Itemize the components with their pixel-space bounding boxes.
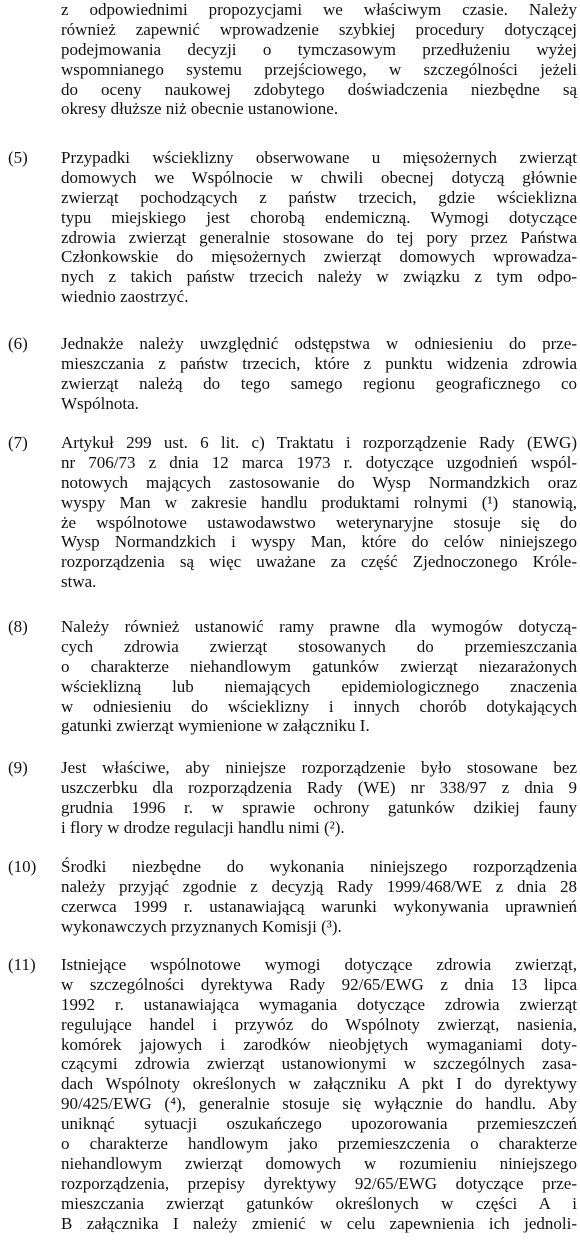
paragraph-text <box>61 857 577 937</box>
paragraph-text <box>61 433 577 592</box>
text-line: notowych mających zastosowanie do Wysp Normandzkich oraz <box>61 472 577 492</box>
text-line: Należy również ustanowić ramy prawne dla wymogów dotyczą- <box>61 617 577 636</box>
text-line: uniknąć sytuacji oszukańczego upozorowania przemieszczeń <box>61 1114 577 1134</box>
text-line: Środki niezbędne do wykonania niniejszego rozporządzenia <box>61 857 577 876</box>
text-line: w szczególności dyrektywa Rady 92/65/EWG z dnia 13 lipca <box>61 974 577 994</box>
text-line: Jest właściwe, aby niniejsze rozporządzenie było stosowane bez <box>61 758 577 777</box>
paragraph-text <box>61 758 577 838</box>
text-line: wspomnianego systemu przejściowego, w szczególności jeżeli <box>61 59 577 79</box>
text-line: i flory w drodze regulacji handlu nimi (²). <box>61 817 345 837</box>
text-line: należy przyjąć zgodnie z decyzją Rady 1999/468/WE z dnia 28 <box>61 876 577 896</box>
text-line: Jednakże należy uwzględnić odstępstwa w odniesieniu do prze- <box>61 334 577 353</box>
text-line: w odniesieniu do wścieklizny i innych chorób dotykających <box>61 696 577 716</box>
text-line: 1992 r. ustanawiająca wymagania dotyczące zdrowia zwierząt <box>61 994 577 1014</box>
text-line: niehandlowym zwierząt domowych w rozumieniu niniejszego <box>61 1153 577 1173</box>
text-line: czącymi zdrowia zwierząt ustanowionymi w szczególnych zasa- <box>61 1054 577 1074</box>
text-line: wiednio zaostrzyć. <box>61 287 189 307</box>
text-line: uszczerbku dla rozporządzenia Rady (WE) nr 338/97 z dnia 9 <box>61 777 577 797</box>
text-line: nr 706/73 z dnia 12 marca 1973 r. dotyczące uzgodnień wspól- <box>61 452 577 472</box>
text-line: okresy dłuższe niż obecnie ustanowione. <box>61 99 339 119</box>
text-line: do oceny naukowej zdobytego doświadczenia niezbędne są <box>61 79 577 99</box>
text-line: również zapewnić wprowadzenie szybkiej procedury dotyczącej <box>61 19 577 39</box>
text-line: o charakterze handlowym jako przemieszczenia o charakterze <box>61 1134 577 1154</box>
text-line: typu miejskiego jest chorobą endemiczną. Wymogi dotyczące <box>61 207 577 227</box>
paragraph-text <box>61 617 577 736</box>
text-line: gatunki zwierząt wymienione w załączniku I. <box>61 716 370 736</box>
text-line: rozporządzenia, przepisy dyrektywy 92/65/EWG dotyczące prze- <box>61 1173 577 1193</box>
paragraph-text <box>61 0 577 119</box>
text-line: że wspólnotowe ustawodawstwo weterynaryjne stosuje się do <box>61 512 577 532</box>
paragraph-number: (8) <box>8 617 28 636</box>
text-line: grudnia 1996 r. w sprawie ochrony gatunków dzikiej fauny <box>61 797 577 817</box>
text-line: o charakterze niehandlowym gatunków zwierząt niezarażonych <box>61 656 577 676</box>
text-line: zwierząt pochodzących z państw trzecich, gdzie wścieklizna <box>61 187 577 207</box>
text-line: z odpowiednimi propozycjami we właściwym czasie. Należy <box>61 0 577 19</box>
paragraph-text <box>61 334 577 414</box>
text-line: cych zdrowia zwierząt stosowanych do przemieszczania <box>61 636 577 656</box>
text-line: stwa. <box>61 572 97 592</box>
text-line: Wspólnota. <box>61 393 139 413</box>
paragraph-text <box>61 955 577 1233</box>
text-line: podejmowania decyzji o tymczasowym przedłużeniu wyżej <box>61 39 577 59</box>
text-line: zdrowia zwierząt generalnie stosowane do tej pory przez Państwa <box>61 227 577 247</box>
text-line: komórek jajowych i zarodków nieobjętych wymaganiami doty- <box>61 1034 577 1054</box>
text-line: regulujące handel i przywóz do Wspólnoty zwierząt, nasienia, <box>61 1014 577 1034</box>
text-line: Istniejące wspólnotowe wymogi dotyczące zdrowia zwierząt, <box>61 955 577 974</box>
paragraph-number: (9) <box>8 758 28 777</box>
text-line: Członkowskie do mięsożernych zwierząt domowych wprowadza- <box>61 247 577 267</box>
paragraph-number: (11) <box>8 955 36 974</box>
text-line: czerwca 1999 r. ustanawiającą warunki wykonywania uprawnień <box>61 896 577 916</box>
paragraph-text <box>61 148 577 307</box>
text-line: B załącznika I należy zmienić w celu zapewnienia ich jednoli- <box>61 1213 577 1233</box>
text-line: mieszczania z państw trzecich, które z punktu widzenia zdrowia <box>61 353 577 373</box>
text-line: domowych we Wspólnocie w chwili obecnej dotyczą głównie <box>61 167 577 187</box>
text-line: Wysp Normandzkich i wyspy Man, które do celów niniejszego <box>61 532 577 552</box>
text-line: rozporządzenia są więc uważane za część Zjednoczonego Króle- <box>61 552 577 572</box>
text-line: 90/425/EWG (⁴), generalnie stosuje się wyłącznie do handlu. Aby <box>61 1094 577 1114</box>
text-line: wykonawczych przyznanych Komisji (³). <box>61 916 342 936</box>
paragraph-number: (6) <box>8 334 28 353</box>
text-line: wścieklizną lub niemających epidemiologicznego znaczenia <box>61 676 577 696</box>
text-line: zwierząt należą do tego samego regionu geograficznego co <box>61 373 577 393</box>
text-line: dach Wspólnoty określonych w załączniku A pkt I do dyrektywy <box>61 1074 577 1094</box>
paragraph-number: (5) <box>8 148 28 167</box>
text-line: Przypadki wścieklizny obserwowane u mięsożernych zwierząt <box>61 148 577 167</box>
text-line: Artykuł 299 ust. 6 lit. c) Traktatu i rozporządzenie Rady (EWG) <box>61 433 577 452</box>
text-line: wyspy Man w zakresie handlu produktami rolnymi (¹) stanowią, <box>61 492 577 512</box>
paragraph-number: (10) <box>8 857 37 876</box>
text-line: nych z takich państw trzecich należy w związku z tym odpo- <box>61 267 577 287</box>
text-line: mieszczania zwierząt gatunków określonych w części A i <box>61 1193 577 1213</box>
paragraph-number: (7) <box>8 433 28 452</box>
